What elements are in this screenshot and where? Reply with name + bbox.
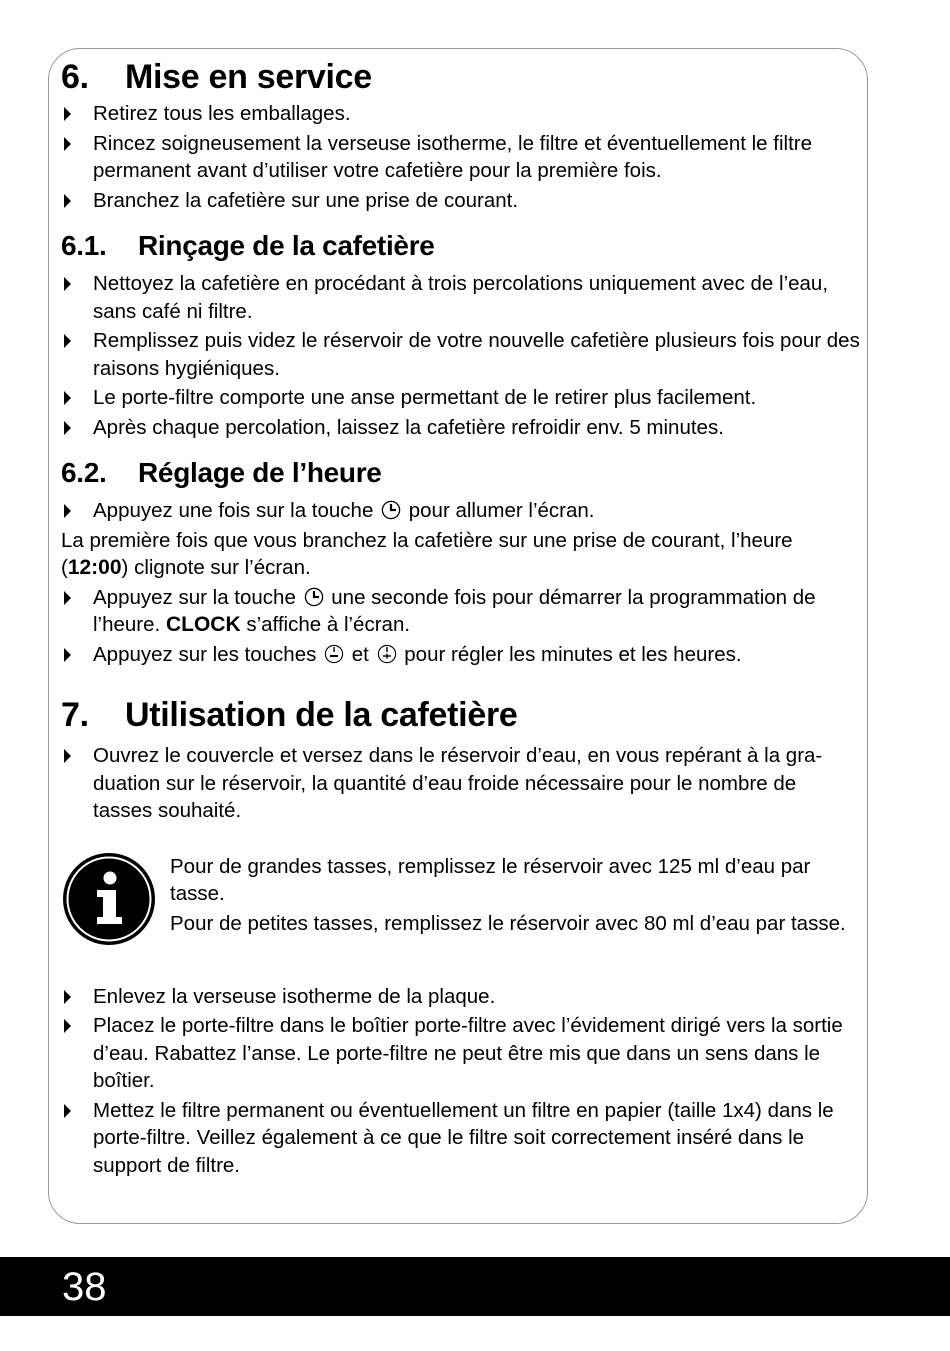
list-item xyxy=(61,497,861,525)
list-item xyxy=(61,384,861,412)
list-item-text: Après chaque percolation, laissez la cafetière refroidir env. 5 minutes. xyxy=(93,415,724,439)
clock-icon xyxy=(381,500,401,520)
bullet-icon xyxy=(64,194,71,208)
section-title: Réglage de l’heure xyxy=(138,457,382,488)
display-code: 12:00 xyxy=(67,556,122,579)
list-item xyxy=(61,187,861,215)
list-item xyxy=(61,327,861,382)
list-item-text-end: pour allumer l’écran. xyxy=(408,499,595,522)
section-number: 7. xyxy=(61,696,89,734)
list-item-text: Nettoyez la cafetière en procédant à trois percolations uniquement avec de l’eau, sans café ni filtre. xyxy=(93,272,829,323)
bullet-icon xyxy=(64,990,71,1004)
bullet-icon xyxy=(64,107,71,121)
section-7-intro-list xyxy=(61,742,861,825)
list-item xyxy=(61,983,861,1011)
list-item xyxy=(61,270,861,325)
section-6-2-list-a xyxy=(61,497,861,525)
list-item xyxy=(61,584,861,639)
bullet-icon xyxy=(64,391,71,405)
list-item-text: Le porte-filtre comporte une anse permettant de le retirer plus facilement. xyxy=(93,386,757,409)
list-item-text: Appuyez sur la touche xyxy=(93,585,296,609)
list-item xyxy=(61,1012,861,1095)
list-item-text: Placez le porte-filtre dans le boîtier porte-filtre avec l’évidement dirigé vers la sortie d’eau. Rabattez l’anse. Le porte-filtre ne peut être mis que dans un sens dans le boîtier. xyxy=(93,1014,843,1092)
bullet-icon xyxy=(64,648,71,662)
bullet-icon xyxy=(64,749,71,763)
list-item-text: Ouvrez le couvercle et versez dans le réservoir d’eau, en vous repérant à la gra-duation sur le réservoir, la quantité d’eau froide nécessaire pour le nombre de tasses souhaité. xyxy=(93,744,823,822)
bullet-icon xyxy=(64,1104,71,1118)
section-title: Mise en service xyxy=(125,58,372,96)
bullet-icon xyxy=(64,334,71,348)
info-line: Pour de petites tasses, remplissez le réservoir avec 80 ml d’eau par tasse. xyxy=(170,911,846,935)
list-item-text: Remplissez puis videz le réservoir de votre nouvelle cafetière plusieurs fois pour des raisons hygiéniques. xyxy=(93,329,860,380)
bullet-icon xyxy=(64,504,71,518)
info-text xyxy=(170,853,861,938)
list-item xyxy=(61,100,861,128)
list-item-text-middle: une seconde fois pour démarrer la programmation de l’heure. xyxy=(93,585,816,636)
list-item-text: Branchez la cafetière sur une prise de courant. xyxy=(93,188,519,212)
info-line: Pour de grandes tasses, remplissez le réservoir avec 125 ml d’eau par tasse. xyxy=(170,854,811,905)
clock-minus-icon xyxy=(324,644,344,664)
list-item-text: Retirez tous les emballages. xyxy=(93,102,351,125)
list-item-text-end: s’affiche à l’écran. xyxy=(246,613,411,636)
page-content xyxy=(61,56,861,1181)
list-item-text-end: pour régler les minutes et les heures. xyxy=(404,642,742,666)
list-item xyxy=(61,414,861,442)
note-text-end: ) clignote sur l’écran. xyxy=(121,556,311,579)
info-icon xyxy=(61,851,157,947)
list-item xyxy=(61,1097,861,1180)
section-7-list xyxy=(61,983,861,1180)
section-number: 6.1. xyxy=(61,230,107,261)
display-code: CLOCK xyxy=(165,613,241,636)
section-6-2-heading xyxy=(61,455,861,491)
footer-bar xyxy=(0,1257,950,1316)
list-item-text: Rincez soigneusement la verseuse isotherme, le filtre et éventuellement le filtre permanent avant d’utiliser votre cafetière pour la première fois. xyxy=(93,131,812,182)
list-item xyxy=(61,130,861,185)
bullet-icon xyxy=(64,1019,71,1033)
list-item-text: Mettez le filtre permanent ou éventuellement un filtre en papier (taille 1x4) dans le porte-filtre. Veillez également à ce que le filtre soit correctement inséré dans le support de filtre. xyxy=(93,1098,834,1177)
list-item-text: Appuyez sur les touches xyxy=(93,642,317,666)
bullet-icon xyxy=(64,591,71,605)
section-6-heading xyxy=(61,56,861,98)
section-6-1-list xyxy=(61,270,861,441)
bullet-icon xyxy=(64,277,71,291)
section-6-list xyxy=(61,100,861,214)
list-item-text: Appuyez une fois sur la touche xyxy=(93,499,374,522)
info-note xyxy=(61,853,861,947)
page-number: 38 xyxy=(62,1265,107,1309)
section-number: 6. xyxy=(61,58,89,96)
section-title: Rinçage de la cafetière xyxy=(138,230,435,261)
clock-icon xyxy=(304,587,324,607)
list-item xyxy=(61,742,861,825)
list-item xyxy=(61,641,861,669)
bullet-icon xyxy=(64,421,71,435)
list-item-text-and: et xyxy=(351,642,369,666)
list-item-text: Enlevez la verseuse isotherme de la plaque. xyxy=(93,984,496,1008)
note-paragraph xyxy=(61,527,861,582)
section-6-2-list-b xyxy=(61,584,861,669)
bullet-icon xyxy=(64,137,71,151)
clock-plus-icon xyxy=(377,644,397,664)
section-6-1-heading xyxy=(61,228,861,264)
section-title: Utilisation de la cafetière xyxy=(125,696,518,734)
section-number: 6.2. xyxy=(61,457,107,488)
section-7-heading xyxy=(61,694,861,736)
note-text: La première fois que vous branchez la cafetière sur une prise de courant, l’heure ( xyxy=(61,528,793,579)
